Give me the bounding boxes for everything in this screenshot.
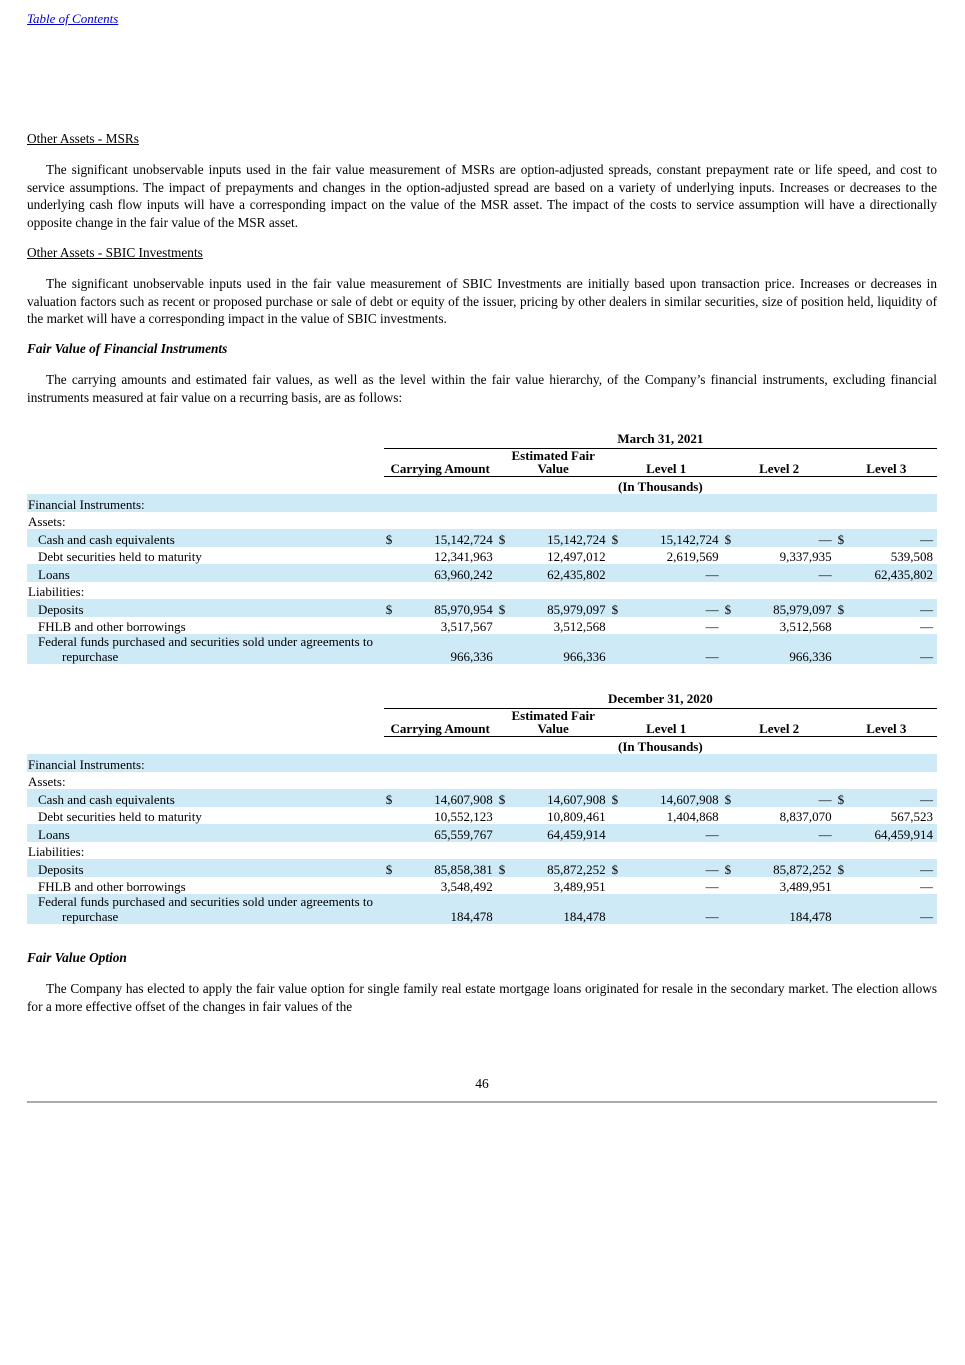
msrs-paragraph: The significant unobservable inputs used in the fair value measurement of MSRs are option-adjusted spreads, constant prepayment rate or life speed, and cost to service assumptions. The impact of prepayments and changes in the option-adjusted spread are based on a variety of underlying inputs. Increases or decreases to the underlying cash flow inputs will have a corresponding impact on the value of the MSR asset. The impact of the costs to service assumption will have a directionally opposite change in the fair value of the MSR asset. — [27, 162, 937, 230]
row-label: Deposits — [27, 859, 384, 877]
period-header: December 31, 2020 — [384, 688, 937, 708]
row-label: Loans — [27, 564, 384, 582]
level2-header: Level 2 — [723, 708, 836, 736]
financial-instruments-label: Financial Instruments: — [27, 754, 937, 772]
table-row: Federal funds purchased and securities sold under agreements to repurchase 184,478 184,478 — 184,478 — — [27, 894, 937, 924]
row-label: Cash and cash equivalents — [27, 789, 384, 807]
table-row: Cash and cash equivalents $ 15,142,724 $ 15,142,724 $ 15,142,724 $ — $ — — [27, 529, 937, 547]
fair-value-table-2021 — [27, 428, 937, 664]
level1-header: Level 1 — [610, 708, 723, 736]
assets-label: Assets: — [28, 514, 66, 529]
level2-header: Level 2 — [723, 448, 836, 476]
table-row: Debt securities held to maturity 10,552,123 10,809,461 1,404,868 8,837,070 567,523 — [27, 807, 937, 825]
row-label: FHLB and other borrowings — [38, 879, 186, 894]
table-row: Deposits $ 85,858,381 $ 85,872,252 $ — $ 85,872,252 $ — — [27, 859, 937, 877]
estimated-fair-value-header: Estimated Fair Value — [497, 448, 610, 476]
table-row: FHLB and other borrowings 3,517,567 3,512,568 — 3,512,568 — — [27, 617, 937, 635]
units-label: (In Thousands) — [618, 739, 703, 754]
fair-value-table-2020 — [27, 688, 937, 924]
row-label: FHLB and other borrowings — [38, 619, 186, 634]
row-label: Loans — [27, 824, 384, 842]
table-row: Loans 65,559,767 64,459,914 — — 64,459,914 — [27, 824, 937, 842]
table-of-contents-link[interactable]: Table of Contents — [27, 11, 119, 26]
fvfi-paragraph: The carrying amounts and estimated fair values, as well as the level within the fair value hierarchy, of the Company’s financial instruments, excluding financial instruments measured at fair value on a recurring basis, are as follows: — [27, 372, 937, 405]
row-label: Federal funds purchased and securities sold under agreements to repurchase — [27, 894, 384, 924]
footer-divider — [27, 1101, 937, 1103]
row-label: Debt securities held to maturity — [38, 549, 202, 564]
financial-instruments-label: Financial Instruments: — [27, 494, 937, 512]
fvo-heading: Fair Value Option — [27, 950, 127, 965]
fvo-paragraph: The Company has elected to apply the fair value option for single family real estate mortgage loans originated for resale in the secondary market. The election allows for a more effective offset of the changes in fair values of the — [27, 981, 937, 1014]
liabilities-label: Liabilities: — [28, 844, 85, 859]
row-label: Deposits — [27, 599, 384, 617]
sbic-heading: Other Assets - SBIC Investments — [27, 245, 203, 260]
assets-label: Assets: — [28, 774, 66, 789]
table-row: Cash and cash equivalents $ 14,607,908 $ 14,607,908 $ 14,607,908 $ — $ — — [27, 789, 937, 807]
carrying-amount-header: Carrying Amount — [384, 708, 497, 736]
fvfi-heading: Fair Value of Financial Instruments — [27, 341, 228, 356]
table-row: Debt securities held to maturity 12,341,963 12,497,012 2,619,569 9,337,935 539,508 — [27, 547, 937, 565]
table-row: FHLB and other borrowings 3,548,492 3,489,951 — 3,489,951 — — [27, 877, 937, 895]
liabilities-label: Liabilities: — [28, 584, 85, 599]
level1-header: Level 1 — [610, 448, 723, 476]
table-row: Deposits $ 85,970,954 $ 85,979,097 $ — $ 85,979,097 $ — — [27, 599, 937, 617]
page-number: 46 — [475, 1076, 489, 1091]
level3-header: Level 3 — [836, 708, 937, 736]
period-header: March 31, 2021 — [384, 428, 937, 448]
carrying-amount-header: Carrying Amount — [384, 448, 497, 476]
table-row: Loans 63,960,242 62,435,802 — — 62,435,802 — [27, 564, 937, 582]
msrs-heading: Other Assets - MSRs — [27, 131, 139, 146]
units-label: (In Thousands) — [618, 479, 703, 494]
level3-header: Level 3 — [836, 448, 937, 476]
sbic-paragraph: The significant unobservable inputs used in the fair value measurement of SBIC Investments are initially based upon transaction price. Increases or decreases in valuation factors such as recent or proposed purchase or sale of debt or equity of the issuer, pricing by other dealers in similar securities, size of position held, liquidity of the market will have a corresponding impact in the value of SBIC investments. — [27, 276, 937, 326]
row-label: Federal funds purchased and securities sold under agreements to repurchase — [27, 634, 384, 664]
row-label: Cash and cash equivalents — [27, 529, 384, 547]
row-label: Debt securities held to maturity — [38, 809, 202, 824]
estimated-fair-value-header: Estimated Fair Value — [497, 708, 610, 736]
table-row: Federal funds purchased and securities sold under agreements to repurchase 966,336 966,336 — 966,336 — — [27, 634, 937, 664]
